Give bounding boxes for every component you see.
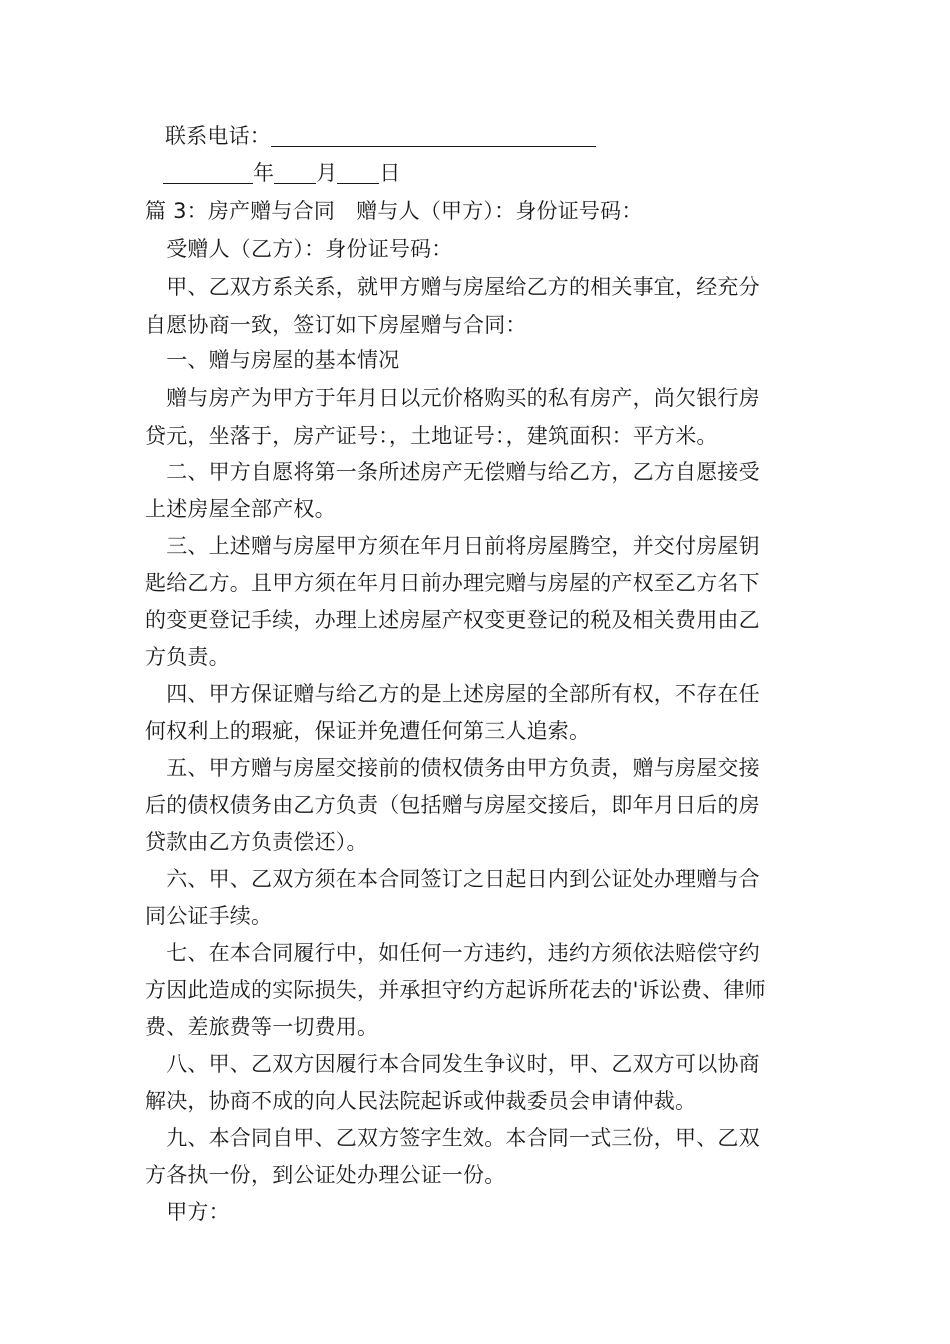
year-label: 年 — [253, 161, 275, 185]
body-line: 七、在本合同履行中，如任何一方违约，违约方须依法赔偿守约 — [145, 941, 760, 965]
month-blank — [274, 161, 316, 184]
body-line: 方负责。 — [145, 645, 230, 669]
body-line: 上述房屋全部产权。 — [145, 497, 336, 521]
body-line: 的变更登记手续，办理上述房屋产权变更登记的税及相关费用由乙 — [145, 608, 760, 632]
month-label: 月 — [316, 161, 338, 185]
body-line: 二、甲方自愿将第一条所述房产无偿赠与给乙方，乙方自愿接受 — [145, 460, 760, 484]
body-line: 甲、乙双方系关系，就甲方赠与房屋给乙方的相关事宜，经充分 — [145, 275, 760, 299]
body-line: 贷元，坐落于，房产证号：，土地证号：，建筑面积：平方米。 — [145, 424, 718, 448]
body-line: 方各执一份，到公证处办理公证一份。 — [145, 1163, 506, 1187]
body-line: 九、本合同自甲、乙双方签字生效。本合同一式三份，甲、乙双 — [145, 1126, 760, 1150]
party-a-signature-label: 甲方： — [145, 1200, 230, 1224]
body-line: 赠与房产为甲方于年月日以元价格购买的私有房产，尚欠银行房 — [145, 386, 760, 410]
day-label: 日 — [379, 161, 401, 185]
body-line: 受赠人（乙方）：身份证号码： — [145, 237, 453, 261]
body-line: 何权利上的瑕疵，保证并免遭任何第三人追索。 — [145, 719, 591, 743]
day-blank — [337, 161, 379, 184]
year-blank — [163, 161, 253, 184]
date-line — [163, 158, 833, 188]
body-line: 解决，协商不成的向人民法院起诉或仲裁委员会申请仲裁。 — [145, 1089, 697, 1113]
body-line: 方因此造成的实际损失，并承担守约方起诉所花去的'诉讼费、律师 — [145, 978, 766, 1002]
body-line: 六、甲、乙双方须在本合同签订之日起日内到公证处办理赠与合 — [145, 867, 760, 891]
body-line: 自愿协商一致，签订如下房屋赠与合同： — [145, 313, 527, 337]
contact-phone-label: 联系电话： — [165, 124, 271, 148]
body-line: 四、甲方保证赠与给乙方的是上述房屋的全部所有权，不存在任 — [145, 682, 760, 706]
body-line: 三、上述赠与房屋甲方须在年月日前将房屋腾空，并交付房屋钥 — [145, 534, 760, 558]
body-line: 费、差旅费等一切费用。 — [145, 1015, 379, 1039]
body-line: 八、甲、乙双方因履行本合同发生争议时，甲、乙双方可以协商 — [145, 1052, 760, 1076]
body-line: 同公证手续。 — [145, 904, 273, 928]
body-line: 后的债权债务由乙方负责（包括赠与房屋交接后，即年月日后的房 — [145, 793, 760, 817]
body-line: 一、赠与房屋的基本情况 — [145, 348, 400, 372]
body-line: 贷款由乙方负责偿还）。 — [145, 830, 368, 854]
body-line: 五、甲方赠与房屋交接前的债权债务由甲方负责，赠与房屋交接 — [145, 756, 760, 780]
contact-phone-line — [165, 121, 835, 151]
body-line: 匙给乙方。且甲方须在年月日前办理完赠与房屋的产权至乙方名下 — [145, 571, 760, 595]
contact-phone-blank — [271, 124, 596, 147]
section-title-line: 篇 3：房产赠与合同 赠与人（甲方）：身份证号码： — [145, 199, 643, 223]
